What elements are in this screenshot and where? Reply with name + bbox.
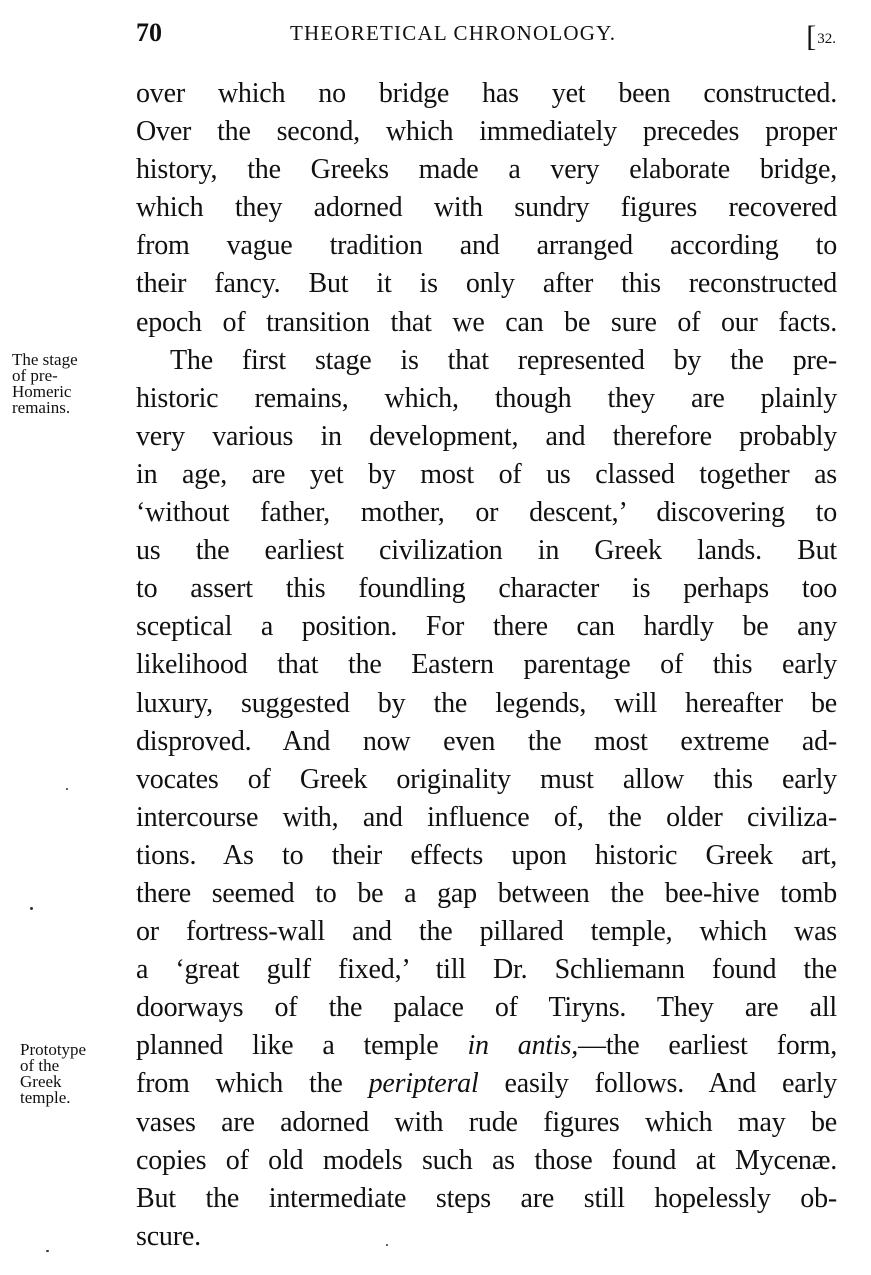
text-line: epoch of transition that we can be sure of our facts. (136, 306, 837, 338)
italic-term-in-antis: in antis, (467, 1030, 579, 1062)
text-line: very various in development, and therefore probably (136, 420, 837, 452)
text-line: or fortress-wall and the pillared temple, which was (136, 916, 837, 948)
final-text-line: scure. (136, 1220, 201, 1252)
text-line: there seemed to be a gap between the bee-hive tomb (136, 877, 837, 909)
text-run: easily follows. And early (478, 1068, 837, 1100)
side-note-line: temple. (20, 1088, 71, 1107)
side-note-line: of the (20, 1056, 60, 1075)
section-reference (806, 18, 836, 52)
text-line: luxury, suggested by the legends, will hereafter be (136, 687, 837, 719)
text-line: over which no bridge has yet been constructed. (136, 78, 837, 109)
scan-speck (30, 907, 33, 910)
italic-term-peripteral: peripteral (368, 1068, 479, 1100)
section-bracket: [ (806, 20, 817, 53)
text-line: their fancy. But it is only after this reconstructed (136, 268, 837, 300)
side-note-line: Homeric (12, 382, 72, 401)
side-note-line: The stage (12, 350, 78, 369)
text-line: vocates of Greek originality must allow this early (136, 763, 837, 795)
text-line: tions. As to their effects upon historic Greek art, (136, 839, 837, 871)
side-note-line: Prototype (20, 1040, 87, 1059)
scan-speck (66, 788, 68, 790)
section-number: 32. (817, 31, 836, 47)
running-head (136, 18, 836, 54)
side-note-prehomeric (12, 352, 124, 416)
text-line: a ‘great gulf fixed,’ till Dr. Schliemann found the (136, 954, 837, 986)
text-line: history, the Greeks made a very elaborate bridge, (136, 154, 837, 186)
text-line: Over the second, which immediately precedes proper (136, 116, 837, 148)
text-line-with-italic (136, 1027, 837, 1065)
text-line-with-italic (136, 1065, 837, 1103)
paragraph-start-line: The first stage is that represented by the pre- (170, 344, 837, 376)
side-note-prototype (20, 1042, 132, 1106)
text-line: from vague tradition and arranged according to (136, 230, 837, 262)
text-line: But the intermediate steps are still hopelessly ob- (136, 1182, 837, 1214)
text-line: in age, are yet by most of us classed together as (136, 458, 837, 490)
text-run: planned like a temple (136, 1030, 468, 1062)
body-text (136, 75, 837, 1256)
text-line: copies of old models such as those found at Mycenæ. (136, 1144, 837, 1176)
text-line: sceptical a position. For there can hardly be any (136, 611, 837, 643)
side-note-line: Greek (20, 1072, 62, 1091)
text-run: from which the (136, 1068, 369, 1100)
scan-speck (46, 1250, 49, 1252)
text-run: —the earliest form, (578, 1030, 838, 1062)
running-title: THEORETICAL CHRONOLOGY. (290, 21, 617, 45)
scan-speck (386, 1244, 388, 1246)
text-line: historic remains, which, though they are plainly (136, 382, 837, 414)
side-note-line: of pre- (12, 366, 58, 385)
text-line: disproved. And now even the most extreme ad- (136, 725, 837, 757)
text-line: to assert this foundling character is perhaps too (136, 573, 837, 605)
text-line: ‘without father, mother, or descent,’ discovering to (136, 497, 837, 529)
page-number: 70 (136, 18, 162, 47)
text-line: doorways of the palace of Tiryns. They are all (136, 992, 837, 1024)
text-line: vases are adorned with rude figures which may be (136, 1106, 837, 1138)
text-line: which they adorned with sundry figures recovered (136, 192, 837, 224)
text-line: us the earliest civilization in Greek lands. But (136, 535, 837, 567)
side-note-line: remains. (12, 398, 71, 417)
text-line: likelihood that the Eastern parentage of this early (136, 649, 837, 681)
text-line: intercourse with, and influence of, the older civiliza- (136, 801, 837, 833)
